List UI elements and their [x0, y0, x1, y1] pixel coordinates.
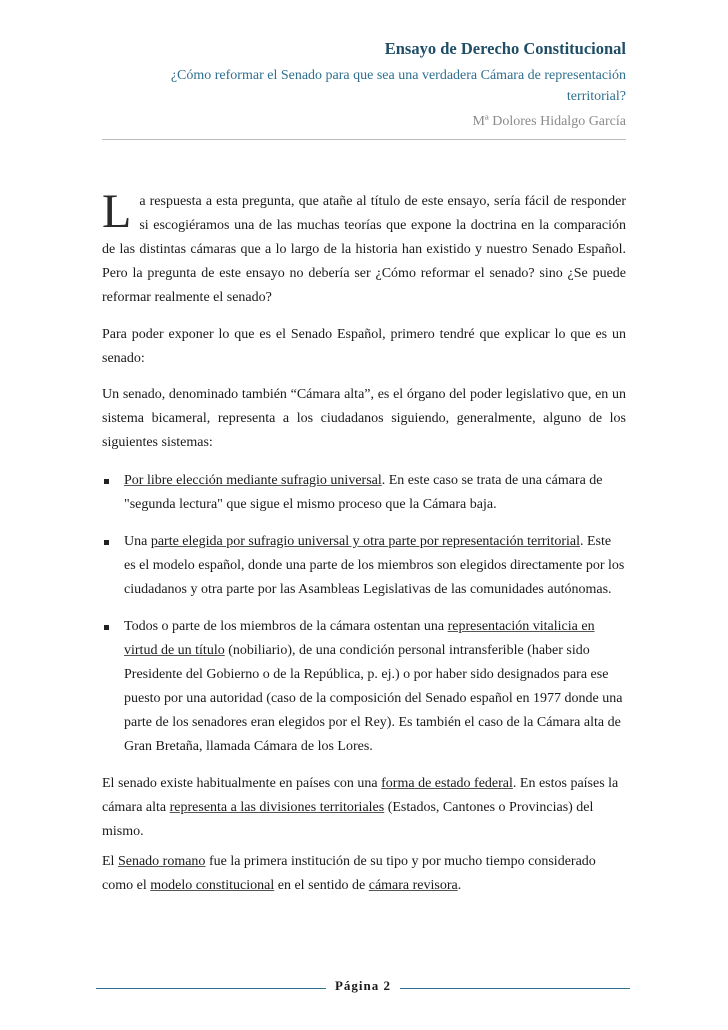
text-run: El [102, 854, 118, 869]
list-item [102, 469, 626, 517]
paragraph-senado-intro: Para poder exponer lo que es el Senado Español, primero tendré que explicar lo que es un senado: [102, 327, 626, 366]
page-header [102, 38, 626, 132]
drop-cap: L [102, 185, 132, 238]
link-senado-romano[interactable]: Senado romano [117, 854, 206, 869]
document-author: Mª Dolores Hidalgo García [472, 114, 626, 129]
systems-list [102, 469, 626, 759]
link-parte-elegida[interactable]: parte elegida por sufragio universal y otra parte por representación territorial [150, 534, 580, 549]
text-run: . En estos países la cámara alta [102, 776, 619, 815]
bullet-square-icon [104, 540, 109, 545]
document-title: Ensayo de Derecho Constitucional [384, 39, 626, 58]
text-run: fue la primera institución de su tipo y por mucho tiempo considerado como el [102, 854, 596, 893]
paragraph-senado-romano [102, 850, 626, 898]
page-number: Página 2 [334, 978, 392, 993]
bullet-square-icon [104, 625, 109, 630]
list-item [102, 615, 626, 759]
link-divisiones-territoriales[interactable]: representa a las divisiones territoriales [169, 800, 385, 815]
link-representacion-vitalicia[interactable]: representación vitalicia en virtud de un título [124, 619, 595, 658]
header-divider [102, 139, 626, 140]
list-item-text: . En este caso se trata de una cámara de "segunda lectura" que sigue el mismo proceso que la Cámara baja. [124, 473, 603, 512]
text-run: . [457, 878, 462, 893]
page-footer [96, 978, 630, 998]
footer-divider-right [400, 988, 630, 989]
list-item-prefix: Una [124, 534, 151, 549]
document-body [102, 185, 626, 904]
link-libre-eleccion[interactable]: Por libre elección mediante sufragio universal [124, 473, 382, 488]
lead-text: a respuesta a esta pregunta, que atañe al título de este ensayo, sería fácil de responder si escogiéramos una de las muchas teorías que expone la doctrina en la comparación de las distintas cámaras que a lo largo de la historia han existido y nuestro Senado Español. Pero la pregunta de este ensayo no debería ser ¿Cómo reformar el senado? sino ¿Se puede reformar realmente el senado? [102, 194, 626, 305]
text-run: (Estados, Cantones o Provincias) del mismo. [102, 800, 594, 839]
text-run: El senado existe habitualmente en países con una [102, 776, 382, 791]
paragraph-senado-definition: Un senado, denominado también “Cámara alta”, es el órgano del poder legislativo que, en un sistema bicameral, representa a los ciudadanos siguiendo, generalmente, alguno de los siguientes sistemas: [102, 387, 626, 450]
paragraph-federal [102, 772, 626, 844]
list-item-text: (nobiliario), de una condición personal intransferible (haber sido Presidente del Gobierno o de la República, p. ej.) o por haber sido designados para ese puesto por una autoridad (caso de la composición del Senado español en 1977 donde una parte de los senadores eran elegidos por el Rey). Es también el caso de la Cámara alta de Gran Bretaña, llamada Cámara de los Lores. [124, 643, 623, 754]
link-modelo-constitucional[interactable]: modelo constitucional [150, 878, 275, 893]
list-item-prefix: Todos o parte de los miembros de la cámara ostentan una [124, 619, 448, 634]
link-forma-estado-federal[interactable]: forma de estado federal [381, 776, 513, 791]
bullet-square-icon [104, 479, 109, 484]
text-run: en el sentido de [274, 878, 369, 893]
document-subtitle: ¿Cómo reformar el Senado para que sea una verdadera Cámara de representación territorial? [170, 68, 626, 104]
list-item-text: . Este es el modelo español, donde una parte de los miembros son elegidos directamente por los ciudadanos y otra parte por las Asambleas Legislativas de las comunidades autónomas. [124, 534, 625, 597]
lead-paragraph [102, 185, 626, 310]
list-item [102, 530, 626, 602]
link-camara-revisora[interactable]: cámara revisora [368, 878, 458, 893]
